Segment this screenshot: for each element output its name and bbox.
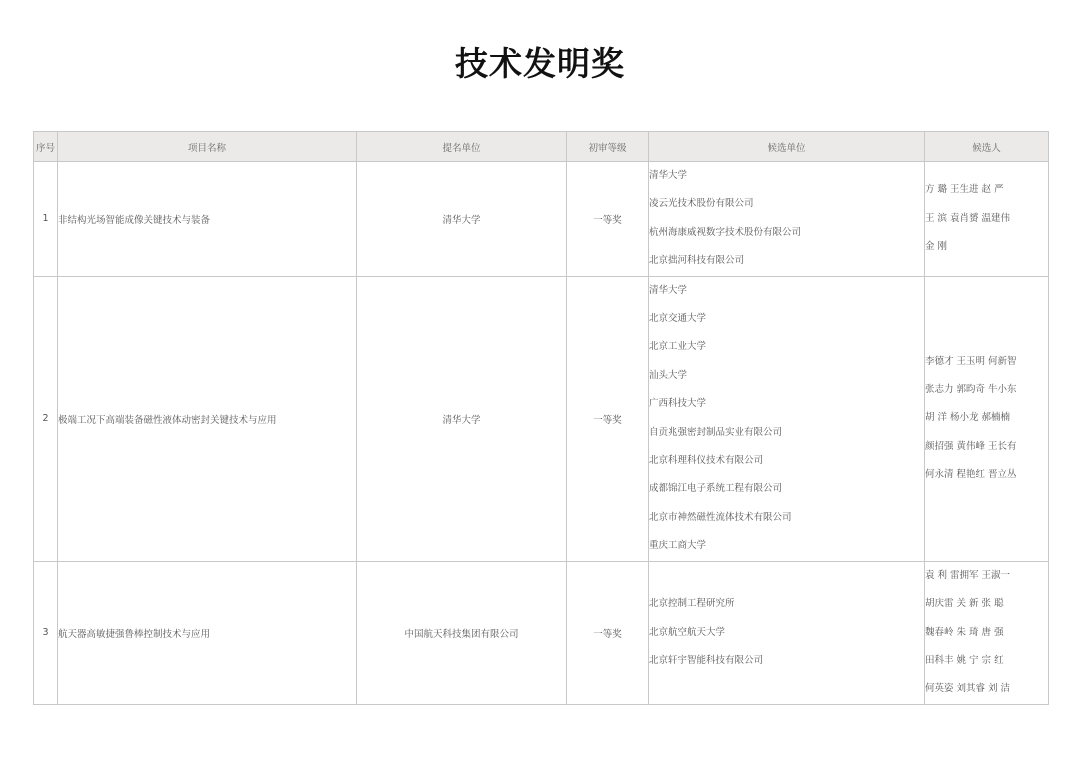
candidate-units: [649, 561, 925, 704]
project-name: 航天器高敏捷强鲁棒控制技术与应用: [58, 561, 357, 704]
row-number: 1: [34, 162, 58, 277]
people-line: 金 刚: [925, 241, 948, 253]
table-row: [34, 162, 1049, 277]
awards-table: [33, 131, 1049, 705]
page-title: 技术发明奖: [455, 44, 625, 83]
nominator: 清华大学: [357, 162, 567, 277]
project-name: 极端工况下高端装备磁性液体动密封关键技术与应用: [58, 276, 357, 561]
unit-item: 汕头大学: [649, 369, 688, 381]
grade: 一等奖: [567, 561, 649, 704]
people-line: 袁 利 雷拥军 王淑一: [925, 569, 1011, 581]
unit-item: 北京控制工程研究所: [649, 598, 735, 610]
unit-item: 凌云光技术股份有限公司: [649, 198, 754, 210]
unit-item: 清华大学: [649, 170, 688, 181]
unit-item: 清华大学: [649, 284, 688, 296]
table-row: [34, 561, 1049, 704]
unit-item: 北京交通大学: [649, 313, 707, 325]
people-line: 胡 洋 杨小龙 郝楠楠: [925, 412, 1011, 424]
candidate-units: [649, 276, 925, 561]
unit-item: 北京科理科仪技术有限公司: [649, 455, 764, 467]
people-line: 王 滨 袁肖赟 温建伟: [925, 212, 1011, 224]
people-line: 方 璐 王生进 赵 严: [925, 184, 1004, 196]
unit-item: 广西科技大学: [649, 398, 707, 410]
header-nominator: 提名单位: [357, 132, 567, 162]
unit-item: 杭州海康威视数字技术股份有限公司: [649, 226, 802, 238]
nominator: 清华大学: [357, 276, 567, 561]
project-name: 非结构光场智能成像关键技术与装备: [58, 162, 357, 277]
nominator: 中国航天科技集团有限公司: [357, 561, 567, 704]
people-line: 魏春岭 朱 琦 唐 强: [925, 626, 1004, 638]
row-number: 3: [34, 561, 58, 704]
header-grade: 初审等级: [567, 132, 649, 162]
candidates: [925, 162, 1049, 277]
grade: 一等奖: [567, 276, 649, 561]
table-row: [34, 276, 1049, 561]
unit-item: 成都锦江电子系统工程有限公司: [649, 483, 783, 495]
header-project-name: 项目名称: [58, 132, 357, 162]
people-line: 何永清 程艳红 晋立丛: [925, 469, 1017, 481]
people-line: 李德才 王玉明 何新智: [925, 355, 1017, 367]
people-line: 田科丰 姚 宁 宗 红: [925, 654, 1004, 666]
unit-item: 北京拙河科技有限公司: [649, 255, 745, 267]
unit-item: 北京轩宇智能科技有限公司: [649, 654, 764, 666]
unit-item: 重庆工商大学: [649, 540, 707, 552]
unit-item: 北京市神然磁性流体技术有限公司: [649, 511, 792, 523]
unit-item: 北京工业大学: [649, 341, 707, 353]
people-line: 胡庆雷 关 新 张 聪: [925, 598, 1004, 610]
people-line: 张志力 郭昀奇 牛小东: [925, 384, 1017, 396]
grade: 一等奖: [567, 162, 649, 277]
unit-item: 北京航空航天大学: [649, 626, 726, 638]
unit-item: 自贡兆强密封制品实业有限公司: [649, 426, 783, 438]
table-header-row: [34, 132, 1049, 162]
row-number: 2: [34, 276, 58, 561]
header-people: 候选人: [925, 132, 1049, 162]
header-units: 候选单位: [649, 132, 925, 162]
candidates: [925, 561, 1049, 704]
header-number: 序号: [34, 132, 58, 162]
people-line: 何英姿 刘其睿 刘 洁: [925, 683, 1011, 695]
people-line: 颜招强 黄伟峰 王长有: [925, 440, 1017, 452]
candidate-units: [649, 162, 925, 277]
candidates: [925, 276, 1049, 561]
